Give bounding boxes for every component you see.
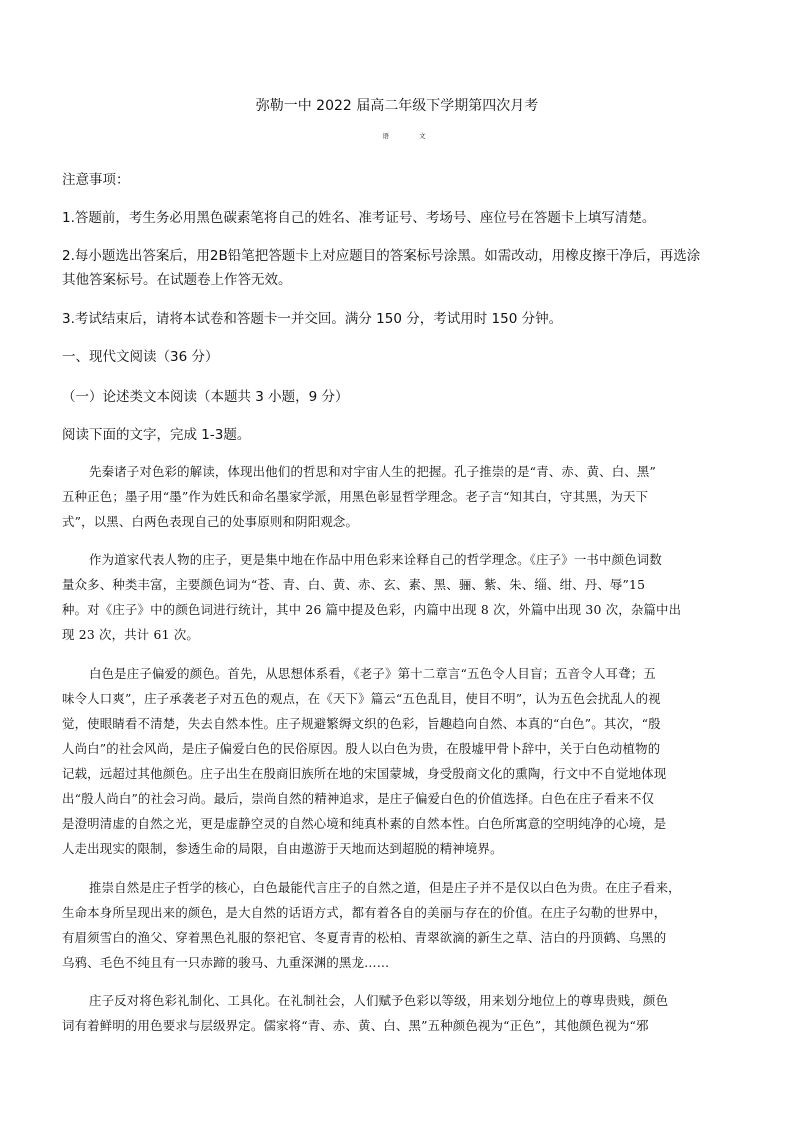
passage-line: 白色是庄子偏爱的颜色。首先，从思想体系看，《老子》第十二章言“五色令人目盲；五音令人耳聋；五 (89, 666, 656, 681)
passage-line: 味令人口爽”，庄子承袭老子对五色的观点，在《天下》篇云“五色乱目，使目不明”，认为五色会扰乱人的视 (62, 691, 661, 706)
passage-line: 先秦诸子对色彩的解读，体现出他们的哲思和对宇宙人生的把握。孔子推崇的是“青、赤、黄、白、黑” (89, 464, 657, 479)
passage-line: 人走出现实的限制，参透生命的局限，自由遨游于天地而达到超脱的精神境界。 (62, 841, 503, 856)
subject-label: 语 文 (382, 132, 440, 140)
passage-line: 式”，以黑、白两色表现自己的处事原则和阴阳观念。 (62, 514, 359, 529)
passage-line: 种。对《庄子》中的颜色词进行统计，其中 26 篇中提及色彩，内篇中出现 8 次，外篇中出现 30 次，杂篇中出 (62, 602, 682, 617)
notice-item-2-line-1: 2.每小题选出答案后，用2B铅笔把答题卡上对应题目的答案标号涂黑。如需改动，用橡皮擦干净后，再选涂 (62, 248, 701, 264)
notice-heading: 注意事项： (62, 172, 130, 188)
passage-line: 作为道家代表人物的庄子，更是集中地在作品中用色彩来诠释自己的哲学理念。《庄子》一书中颜色词数 (89, 552, 662, 567)
sub-section-heading: （一）论述类文本阅读（本题共 3 小题，9 分） (62, 389, 349, 405)
passage-line: 词有着鲜明的用色要求与层级界定。儒家将“青、赤、黄、白、黑”五种颜色视为“正色”，其他颜色视为“邪 (62, 1018, 649, 1033)
passage-line: 记载，远超过其他颜色。庄子出生在殷商旧族所在地的宋国蒙城，身受殷商文化的熏陶，行文中不自觉地体现 (62, 766, 667, 781)
passage-line: 庄子反对将色彩礼制化、工具化。在礼制社会，人们赋予色彩以等级，用来划分地位上的尊卑贵贱，颜色 (89, 993, 669, 1008)
notice-item-2-line-2: 其他答案标号。在试题卷上作答无效。 (62, 272, 292, 288)
passage-line: 是澄明清虚的自然之光，更是虚静空灵的自然心境和纯真朴素的自然本性。白色所寓意的空明纯净的心境，是 (62, 816, 667, 831)
section-heading: 一、现代文阅读（36 分） (62, 349, 219, 365)
passage-line: 人尚白”的社会风尚，是庄子偏爱白色的民俗原因。殷人以白色为贵，在殷墟甲骨卜辞中，关于白色动植物的 (62, 741, 661, 756)
notice-item-1: 1.答题前，考生务必用黑色碳素笔将自己的姓名、准考证号、考场号、座位号在答题卡上填写清楚。 (62, 210, 656, 226)
passage-line: 乌鸦、毛色不纯且有一只赤蹄的骏马、九重深渊的黑龙…… (62, 955, 390, 970)
passage-line: 现 23 次，共计 61 次。 (62, 627, 200, 642)
passage-line: 五种正色；墨子用“墨”作为姓氏和命名墨家学派，用黑色彰显哲学理念。老子言“知其白，守其黑，为天下 (62, 489, 649, 504)
passage-line: 推崇自然是庄子哲学的核心，白色最能代言庄子的自然之道，但是庄子并不是仅以白色为贵。在庄子看来， (89, 880, 681, 895)
reading-instruction: 阅读下面的文字，完成 1-3题。 (62, 427, 251, 443)
passage-line: 生命本身所呈现出来的颜色，是大自然的话语方式，都有着各自的美丽与存在的价值。在庄子勾勒的世界中， (62, 905, 667, 920)
passage-line: 觉，使眼睛看不清楚，失去自然本性。庄子规避繁缛文织的色彩，旨趣趋向自然、本真的“白色”。其次，“殷 (62, 716, 661, 731)
exam-title: 弥勒一中 2022 届高二年级下学期第四次月考 (255, 98, 539, 114)
notice-item-3: 3.考试结束后，请将本试卷和答题卡一并交回。满分 150 分，考试用时 150 分钟。 (62, 311, 563, 327)
passage-line: 有眉须雪白的渔父、穿着黑色礼服的祭祀官、冬夏青青的松柏、青翠欲滴的新生之草、洁白的丹顶鹤、乌黑的 (62, 930, 667, 945)
passage-line: 出“殷人尚白”的社会习尚。最后，崇尚自然的精神追求，是庄子偏爱白色的价值选择。白色在庄子看来不仅 (62, 791, 655, 806)
passage-line: 量众多、种类丰富，主要颜色词为“苍、青、白、黄、赤、玄、素、黑、骊、紫、朱、缁、绀、丹、辱”15 (62, 577, 646, 592)
